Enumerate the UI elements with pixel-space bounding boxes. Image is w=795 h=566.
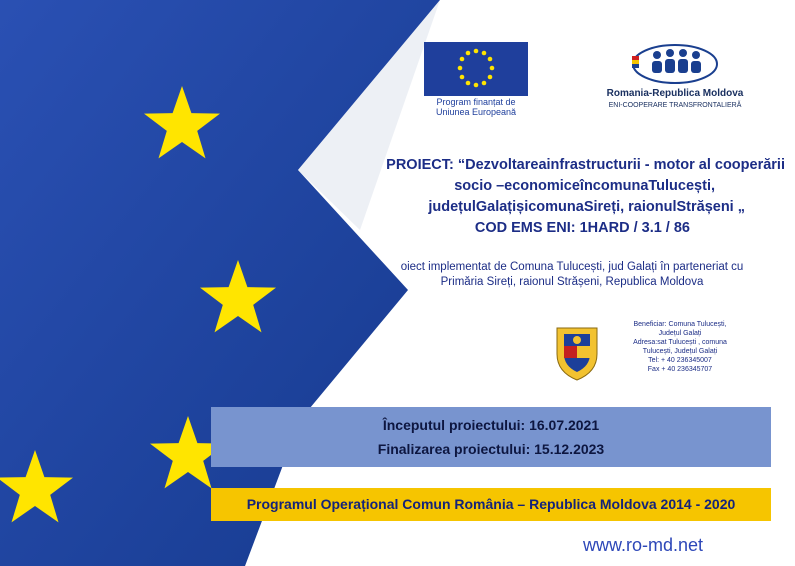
beneficiary-line: Beneficiar: Comuna Tulucești, [633,321,727,328]
beneficiary-line: Județul Galați [658,330,702,337]
coat-of-arms-icon [552,320,602,382]
implementation-note [362,260,782,290]
partner-logo-subtitle: ENI-COOPERARE TRANSFRONTALIERĂ [608,102,742,109]
partner-logo-title: Romania-Republica Moldova [606,88,744,99]
project-title [300,155,795,239]
program-name: Programul Operațional Comun România – Republica Moldova 2014 - 2020 [246,496,736,512]
eu-caption-line: Program finanțat de [436,97,516,107]
beneficiary-line: Tulucești, Județul Galați [642,348,718,355]
beneficiary-info [610,320,750,374]
project-code: COD EMS ENI: 1HARD / 3.1 / 86 [474,220,690,236]
beneficiary-line: Adresa:sat Tulucești , comuna [633,339,727,346]
project-title-line: socio –economiceîncomunaTulucești, [454,178,715,194]
program-banner [211,488,771,521]
partner-logo [590,42,760,120]
implementation-line: Primăria Sireți, raionul Strășeni, Republica Moldova [440,276,704,288]
project-title-line: județulGalațișicomunaSireți, raionulStrășeni „ [428,199,745,215]
implementation-line: oiect implementat de Comuna Tulucești, jud Galați în parteneriat cu [400,261,744,273]
project-dates-box [211,407,771,467]
eu-caption-line: Uniunea Europeană [435,107,517,117]
people-icon [590,42,760,86]
website-link[interactable]: www.ro-md.net [583,535,704,555]
beneficiary-fax: Fax + 40 236345707 [647,366,713,373]
project-title-line: PROIECT: “Dezvoltareainfrastructurii - motor al cooperării [386,157,785,173]
eu-funding-logo [424,42,528,117]
beneficiary-phone: Tel: + 40 236345007 [648,357,712,364]
eu-flag-icon [424,42,528,96]
project-end-date: Finalizarea proiectului: 15.12.2023 [377,441,605,457]
project-start-date: Începutul proiectului: 16.07.2021 [382,417,600,433]
eu-caption [424,97,528,117]
